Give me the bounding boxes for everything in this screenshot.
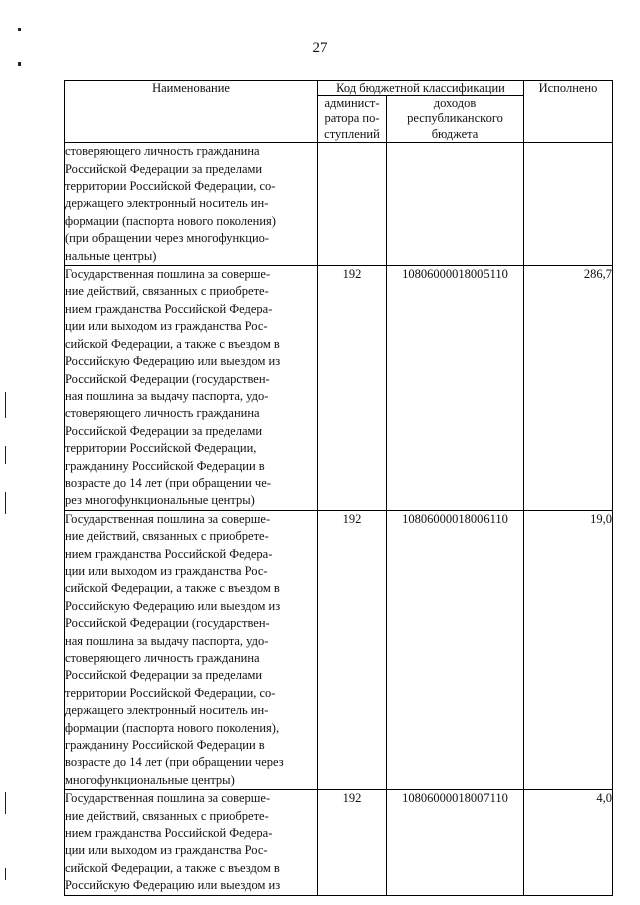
scan-mark bbox=[5, 492, 6, 514]
row-admin-code: 192 bbox=[318, 510, 387, 790]
row-admin-code bbox=[318, 143, 387, 266]
row-executed: 286,7 bbox=[524, 266, 613, 511]
scan-mark bbox=[18, 62, 21, 66]
page-number: 27 bbox=[312, 40, 328, 56]
row-executed: 19,0 bbox=[524, 510, 613, 790]
table-row bbox=[65, 266, 613, 511]
header-name: Наименование bbox=[65, 81, 318, 143]
table-row bbox=[65, 790, 613, 895]
budget-table bbox=[64, 80, 613, 896]
row-name: Государственная пошлина за соверше- ние действий, связанных с приобрете- нием гражданства Российской Федера- ции или выходом из гражданства Рос- сийской Федерации, а также с въездом в Российскую Федерацию или выездом из bbox=[65, 790, 318, 895]
row-executed: 4,0 bbox=[524, 790, 613, 895]
row-income-code: 10806000018005110 bbox=[387, 266, 524, 511]
scan-mark bbox=[18, 28, 21, 31]
row-income-code: 10806000018006110 bbox=[387, 510, 524, 790]
table-row bbox=[65, 510, 613, 790]
row-name: Государственная пошлина за соверше- ние действий, связанных с приобрете- нием гражданства Российской Федера- ции или выходом из гражданства Рос- сийской Федерации, а также с въездом в Российскую Федерацию или выездом из Российской Федерации (государствен- ная пошлина за выдачу паспорта, удо- стоверяющего личность гражданина Российской Федерации за пределами территории Российской Федерации, со- держащего электронный носитель ин- формации (паспорта нового поколения), гражданину Российской Федерации в возрасте до 14 лет (при обращении через многофункциональные центры) bbox=[65, 510, 318, 790]
scan-mark bbox=[5, 446, 6, 464]
row-income-code: 10806000018007110 bbox=[387, 790, 524, 895]
scan-mark bbox=[5, 392, 6, 418]
header-budget-classification: Код бюджетной классификации bbox=[318, 81, 524, 96]
row-executed bbox=[524, 143, 613, 266]
row-admin-code: 192 bbox=[318, 266, 387, 511]
header-executed: Исполнено bbox=[524, 81, 613, 143]
table-row bbox=[65, 143, 613, 266]
header-administrator: админист- ратора по- ступлений bbox=[318, 96, 387, 143]
row-name: Государственная пошлина за соверше- ние действий, связанных с приобрете- нием гражданства Российской Федера- ции или выходом из гражданства Рос- сийской Федерации, а также с въездом в Российскую Федерацию или выездом из Российской Федерации (государствен- ная пошлина за выдачу паспорта, удо- стоверяющего личность гражданина Российской Федерации за пределами территории Российской Федерации, гражданину Российской Федерации в возрасте до 14 лет (при обращении че- рез многофункциональные центры) bbox=[65, 266, 318, 511]
row-name: стоверяющего личность гражданина Российской Федерации за пределами территории Российской Федерации, со- держащего электронный носитель ин- формации (паспорта нового поколения) (при обращении через многофункцио- нальные центры) bbox=[65, 143, 318, 266]
row-income-code bbox=[387, 143, 524, 266]
header-income-code: доходов республиканского бюджета bbox=[387, 96, 524, 143]
scan-mark bbox=[5, 868, 6, 880]
scan-mark bbox=[5, 792, 6, 814]
table-header-row bbox=[65, 81, 613, 96]
row-admin-code: 192 bbox=[318, 790, 387, 895]
